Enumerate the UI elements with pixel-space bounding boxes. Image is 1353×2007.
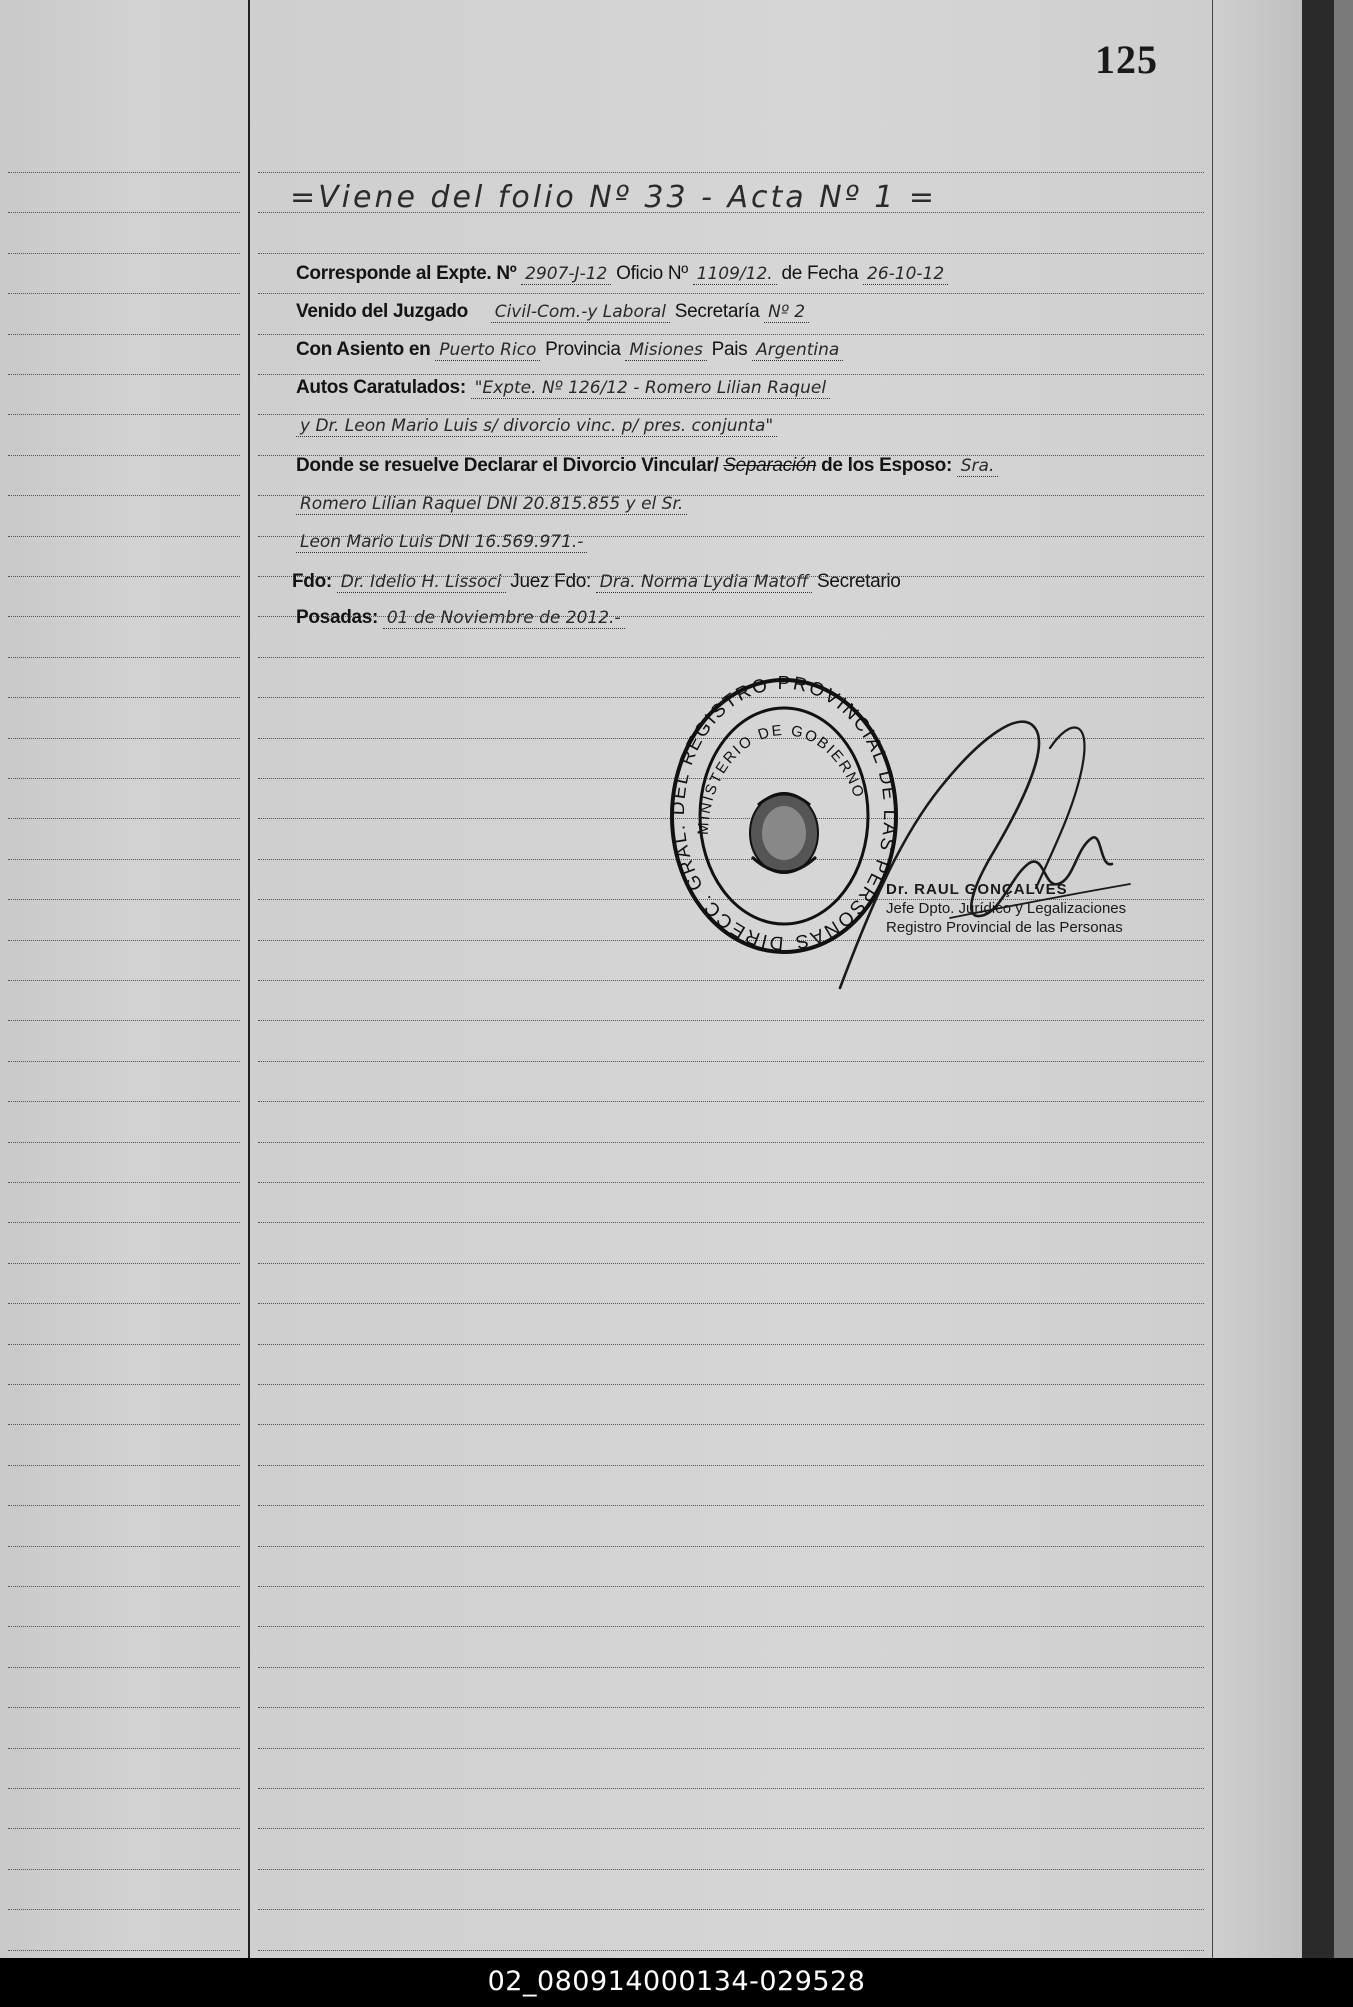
form-row-expediente [296,262,948,286]
label-juzgado: Venido del Juzgado [296,301,468,322]
left-margin-column [0,0,248,1958]
value-provincia: Misiones [625,340,706,361]
ruled-line [8,1142,240,1143]
value-autos-line2: y Dr. Leon Mario Luis s/ divorcio vinc. p/ pres. conjunta" [296,416,777,437]
ruled-line [258,1667,1204,1668]
stamp-inner-text: MINISTERIO DE GOBIERNO [694,721,868,836]
ruled-line [258,1505,1204,1506]
ruled-line [258,1869,1204,1870]
value-esposos-line2: Leon Mario Luis DNI 16.569.971.- [296,532,587,553]
ruled-line [258,1828,1204,1829]
ruled-line [258,374,1204,375]
ruled-line [8,778,240,779]
ruled-line [8,536,240,537]
ruled-line [258,1909,1204,1910]
form-row-autos-cont [296,414,777,438]
ruled-line [8,455,240,456]
handwritten-signature [830,688,1150,1008]
value-secretario: Dra. Norma Lydia Matoff [596,572,812,593]
ruled-line [8,1020,240,1021]
ruled-line [8,980,240,981]
ruled-line [8,1748,240,1749]
coat-of-arms-icon [750,793,818,873]
ruled-line [258,1748,1204,1749]
ruled-line [258,1626,1204,1627]
value-secretaria: Nº 2 [764,302,809,323]
value-esposos-line1: Romero Lilian Raquel DNI 20.815.855 y el Sr. [296,494,687,515]
ruled-line [8,738,240,739]
ruled-line [8,374,240,375]
label-posadas: Posadas: [296,607,379,628]
struck-separacion: Separación [723,455,817,476]
ruled-line [258,1586,1204,1587]
value-autos-line1: "Expte. Nº 126/12 - Romero Lilian Raquel [471,378,830,399]
ruled-line [258,1465,1204,1466]
label-resuelve: Donde se resuelve Declarar el Divorcio Vincular/ [296,455,719,476]
binding-edge [1334,0,1353,1958]
ruled-line [8,1465,240,1466]
book-binding [1302,0,1334,1958]
ruled-line [8,657,240,658]
ruled-line [8,1586,240,1587]
label-secretaria: Secretaría [674,301,760,322]
left-ruled-lines [0,0,248,1958]
stamp-outer-text: DIRECC. GRAL. DEL REGISTRO PROVINCIAL DE LAS PERSONAS [668,675,900,954]
form-row-esposos-1 [296,492,687,516]
header-note: =Viene del folio Nº 33 - Acta Nº 1 = [290,180,938,215]
ruled-line [258,293,1204,294]
ruled-line [258,1222,1204,1223]
label-fdo: Fdo: [292,571,332,592]
ruled-line [8,414,240,415]
ruled-line [8,616,240,617]
ruled-line [8,253,240,254]
scan-footer [0,1958,1353,2007]
ruled-line [258,1020,1204,1021]
label-oficio: Oficio Nº [616,263,688,284]
ruled-line [8,859,240,860]
ruled-line [8,697,240,698]
ruled-line [258,1182,1204,1183]
value-fecha: 26-10-12 [863,264,948,285]
ruled-line [8,1344,240,1345]
ruled-line [8,940,240,941]
form-row-autos [296,376,830,400]
signer-block [886,880,1126,937]
ruled-line [8,1182,240,1183]
ruled-line [258,1384,1204,1385]
value-esposo-title: Sra. [957,456,999,477]
label-expediente: Corresponde al Expte. Nº [296,263,517,284]
signer-title: Jefe Dpto. Jurídico y Legalizaciones [886,900,1127,917]
form-row-esposos-2 [296,530,587,554]
label-fecha: de Fecha [781,263,859,284]
signer-name: Dr. RAUL GONÇALVES [886,881,1068,898]
form-row-asiento [296,338,843,362]
label-asiento: Con Asiento en [296,339,431,360]
ruled-line [8,212,240,213]
ruled-line [8,1263,240,1264]
right-margin-strip [1212,0,1303,1958]
ruled-line [8,1828,240,1829]
ruled-line [8,1101,240,1102]
value-asiento: Puerto Rico [435,340,540,361]
value-juez: Dr. Idelio H. Lissoci [337,572,506,593]
ruled-line [258,1303,1204,1304]
label-autos: Autos Caratulados: [296,377,466,398]
document-id: 02_080914000134-029528 [487,1966,866,1997]
ruled-line [8,1950,240,1951]
ruled-line [8,495,240,496]
label-provincia: Provincia [545,339,621,360]
label-esposos: de los Esposo: [821,455,953,476]
ruled-line [258,253,1204,254]
label-juez-fdo: Juez Fdo: [510,571,591,592]
ruled-line [8,576,240,577]
ruled-line [258,334,1204,335]
form-row-juzgado [296,300,809,324]
ruled-line [258,172,1204,173]
value-oficio: 1109/12. [693,264,777,285]
value-pais: Argentina [752,340,843,361]
ruled-line [8,818,240,819]
value-expediente: 2907-J-12 [521,264,611,285]
ruled-line [8,172,240,173]
ruled-line [8,1626,240,1627]
ruled-line [258,1263,1204,1264]
ruled-line [8,1788,240,1789]
ruled-line [8,1869,240,1870]
ruled-line [8,1303,240,1304]
form-row-firmas [292,570,901,594]
ruled-line [8,293,240,294]
ruled-line [8,1707,240,1708]
form-row-posadas [296,606,625,630]
value-posadas-fecha: 01 de Noviembre de 2012.- [383,608,625,629]
signer-office: Registro Provincial de las Personas [886,919,1123,936]
ruled-line [258,1424,1204,1425]
ruled-line [8,899,240,900]
ruled-line [258,657,1204,658]
page-number: 125 [1095,37,1158,82]
ruled-line [258,1344,1204,1345]
ruled-line [8,1384,240,1385]
value-juzgado: Civil-Com.-y Laboral [491,302,670,323]
ruled-line [8,1222,240,1223]
ruled-line [258,1546,1204,1547]
form-row-resuelve [296,454,998,478]
label-pais: Pais [711,339,748,360]
ruled-line [8,334,240,335]
ruled-line [258,1142,1204,1143]
ruled-line [8,1667,240,1668]
ruled-line [258,1101,1204,1102]
ruled-line [8,1546,240,1547]
ruled-line [258,1788,1204,1789]
ruled-line [8,1505,240,1506]
ruled-line [8,1909,240,1910]
ruled-line [258,1061,1204,1062]
ruled-line [8,1424,240,1425]
ruled-line [258,1950,1204,1951]
ruled-line [8,1061,240,1062]
ruled-line [258,1707,1204,1708]
label-secretario: Secretario [816,571,901,592]
